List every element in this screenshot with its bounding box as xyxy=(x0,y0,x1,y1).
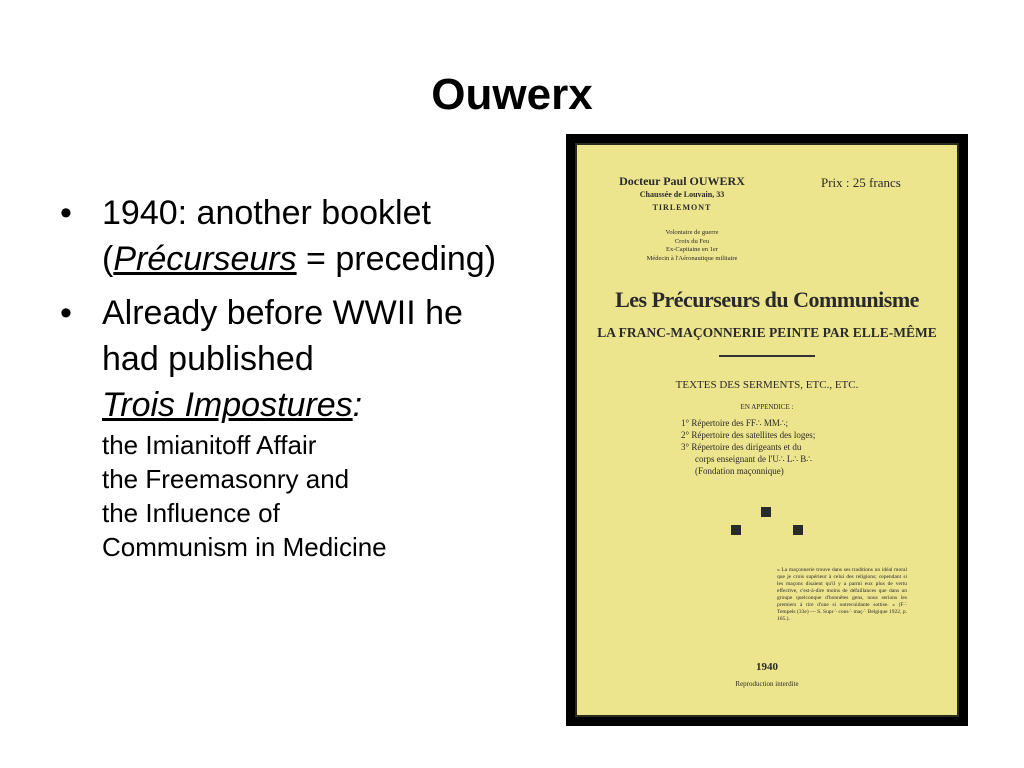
credential-line: Ex-Capitaine en 1er xyxy=(666,246,718,253)
booklet-address: Chaussée de Louvain, 33 xyxy=(639,190,725,199)
slide-title: Ouwerx xyxy=(431,70,593,119)
credential-line: Croix du Feu xyxy=(674,237,710,245)
sub-line: the Freemasonry and xyxy=(102,464,350,494)
booklet-appendix-heading: EN APPENDICE : xyxy=(740,403,794,411)
masonic-dot-icon xyxy=(731,525,741,535)
booklet-texts-line: TEXTES DES SERMENTS, ETC., ETC. xyxy=(675,379,859,391)
masonic-dot-icon xyxy=(761,507,771,517)
bullet-2-emphasis-colon: : xyxy=(352,386,363,424)
booklet-appendix-list xyxy=(681,417,861,477)
sub-line: Communism in Medicine xyxy=(102,532,387,562)
booklet-price: Prix : 25 francs xyxy=(821,175,901,190)
booklet-cover-image xyxy=(575,143,959,717)
booklet-year: 1940 xyxy=(756,661,778,673)
bullet-2-line: Already before WWII he had published xyxy=(102,294,463,378)
booklet-city: TIRLEMONT xyxy=(652,203,712,212)
appendix-item: 2° Répertoire des satellites des loges; xyxy=(681,430,816,440)
bullet-marker: • xyxy=(60,294,72,332)
bullet-marker: • xyxy=(60,194,72,232)
credential-line: Volontaire de guerre xyxy=(665,229,719,236)
masonic-dot-icon xyxy=(793,525,803,535)
bullet-1-emphasis: Précurseurs xyxy=(113,240,297,278)
booklet-credentials xyxy=(627,229,757,263)
booklet-subtitle: LA FRANC-MAÇONNERIE PEINTE PAR ELLE-MÊME xyxy=(597,325,937,340)
appendix-item: 1° Répertoire des FF∴ MM∴; xyxy=(681,418,789,428)
booklet-divider xyxy=(719,355,815,357)
bullet-item-2 xyxy=(58,290,528,564)
appendix-item: 3° Répertoire des dirigeants et du xyxy=(681,442,802,452)
sub-line: the Influence of xyxy=(102,498,280,528)
bullet-1-suffix: = preceding) xyxy=(296,240,497,278)
credential-line: Médecin à l'Aéronautique militaire xyxy=(646,254,738,262)
booklet-main-title: Les Précurseurs du Communisme xyxy=(615,287,919,312)
booklet-author-block xyxy=(617,175,747,214)
booklet-author: Docteur Paul OUWERX xyxy=(619,174,745,188)
bullet-1-prefix: 1940: another booklet ( xyxy=(102,194,431,278)
bullet-2-emphasis: Trois Impostures xyxy=(102,386,353,424)
appendix-item: (Fondation maçonnique) xyxy=(695,466,784,476)
booklet-quote: « La maçonnerie trouve dans ses traditions un idéal moral que je crois supérieur à celui des religions; cependant si les maçons disaient qu'il y a parmi eux plus de vertu effective, c'est-à-dire moins de défaillances que dans un groupe quelconque d'honnêtes gens, nous serions les premiers à rire d'une si outrecuidante sottise. » (F∴ Tempels (33e) — S. Supr∴ cons∴ maç∴ Belgique 1922, p. 105.). xyxy=(777,567,907,622)
booklet-reproduction-note: Reproduction interdite xyxy=(735,680,799,688)
bullet-list xyxy=(58,190,528,572)
appendix-item: corps enseignant de l'U∴ L∴ B∴ xyxy=(695,454,813,464)
sub-line: the Imianitoff Affair xyxy=(102,430,317,460)
bullet-item-1 xyxy=(58,190,528,282)
